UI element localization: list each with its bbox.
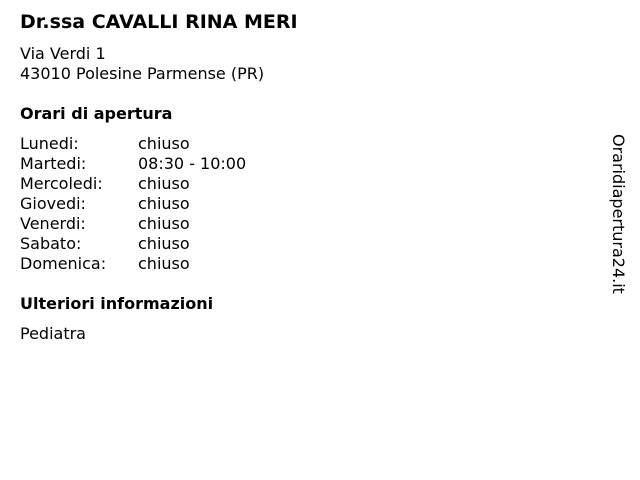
hours-row-monday: [20, 134, 246, 154]
hours-day-label: Mercoledi:: [20, 174, 103, 193]
hours-day-label: Martedi:: [20, 154, 87, 173]
hours-day-label: Domenica:: [20, 254, 107, 273]
opening-hours-heading: Orari di apertura: [20, 104, 173, 123]
hours-day-label: Venerdi:: [20, 214, 86, 233]
hours-row-saturday: [20, 234, 246, 254]
address-city: 43010 Polesine Parmense (PR): [20, 64, 265, 83]
hours-day-value: chiuso: [138, 174, 190, 193]
hours-row-thursday: [20, 194, 246, 214]
hours-day-value: chiuso: [138, 254, 190, 273]
hours-day-value: chiuso: [138, 194, 190, 213]
hours-row-tuesday: [20, 154, 246, 174]
hours-day-label: Lunedi:: [20, 134, 79, 153]
hours-row-sunday: [20, 254, 246, 274]
further-info-heading: Ulteriori informazioni: [20, 294, 214, 313]
hours-day-label: Giovedi:: [20, 194, 86, 213]
hours-day-value: 08:30 - 10:00: [138, 154, 247, 173]
further-info-text: Pediatra: [20, 324, 86, 343]
address-block: [20, 44, 264, 84]
address-street: Via Verdi 1: [20, 44, 106, 63]
hours-row-friday: [20, 214, 246, 234]
hours-day-value: chiuso: [138, 234, 190, 253]
opening-hours-list: [20, 134, 246, 274]
hours-row-wednesday: [20, 174, 246, 194]
site-watermark: Oraridiapertura24.it: [609, 134, 628, 294]
page-title: Dr.ssa CAVALLI RINA MERI: [20, 11, 298, 33]
hours-day-label: Sabato:: [20, 234, 82, 253]
hours-day-value: chiuso: [138, 134, 190, 153]
hours-day-value: chiuso: [138, 214, 190, 233]
